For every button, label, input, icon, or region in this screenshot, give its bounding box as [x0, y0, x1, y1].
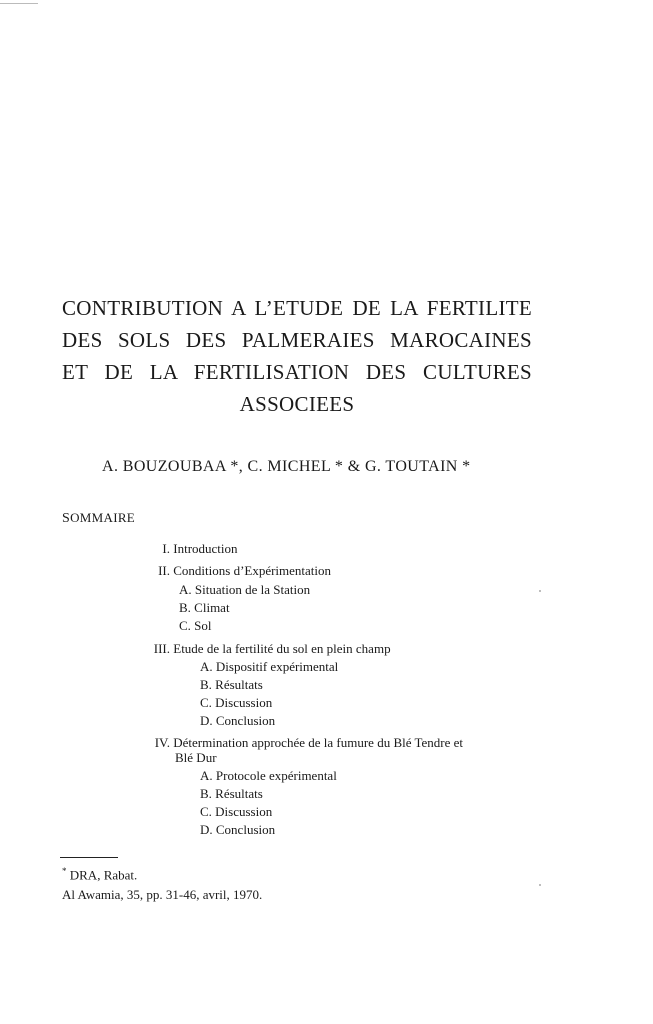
corner-rule — [0, 3, 38, 4]
toc-item-4d: D. Conclusion — [200, 822, 276, 837]
title-line-4: ASSOCIEES — [239, 392, 355, 416]
scan-speck — [539, 884, 541, 886]
author-line: A. BOUZOUBAA *, C. MICHEL * & G. TOUTAIN * — [102, 458, 471, 475]
sommaire-first-letter: S — [62, 511, 71, 526]
article-title — [62, 292, 532, 420]
toc-item-2a: A. Situation de la Station — [179, 582, 311, 597]
title-line-3: ET DE LA FERTILISATION DES CULTURES — [62, 360, 532, 384]
sommaire-rest: OMMAIRE — [70, 510, 136, 525]
toc-item-1-number: I. — [162, 541, 170, 556]
toc-item-2 — [150, 562, 331, 580]
toc-item-3 — [144, 640, 391, 658]
toc-item-1 — [150, 540, 238, 558]
title-line-2: DES SOLS DES PALMERAIES MAROCAINES — [62, 328, 532, 352]
title-line-1: CONTRIBUTION A L’ETUDE DE LA FERTILITE — [62, 296, 532, 320]
footnote-text: DRA, Rabat. — [69, 867, 138, 883]
footnote — [62, 866, 137, 883]
toc-item-3b: B. Résultats — [200, 677, 263, 692]
toc-item-4-text-cont: Blé Dur — [175, 750, 217, 765]
scan-speck — [539, 590, 541, 592]
toc-item-3a: A. Dispositif expérimental — [200, 659, 339, 674]
toc-item-3c: C. Discussion — [200, 695, 273, 710]
toc-item-2b: B. Climat — [179, 600, 230, 615]
toc-item-2c: C. Sol — [179, 618, 212, 633]
sommaire-heading — [62, 510, 135, 527]
toc-item-3-text: Etude de la fertilité du sol en plein champ — [173, 641, 391, 656]
toc-item-3d: D. Conclusion — [200, 713, 276, 728]
toc-item-4a: A. Protocole expérimental — [200, 768, 337, 783]
footnote-marker: * — [62, 866, 67, 876]
toc-item-3-number: III. — [153, 641, 170, 656]
toc-item-4-number: IV. — [154, 735, 170, 750]
toc-item-2-text: Conditions d’Expérimentation — [173, 563, 332, 578]
toc-item-2-number: II. — [158, 563, 170, 578]
toc-item-4-text: Détermination approchée de la fumure du Blé Tendre et — [173, 735, 464, 750]
footnote-rule — [60, 857, 118, 858]
toc-item-4c: C. Discussion — [200, 804, 273, 819]
toc-item-1-text: Introduction — [173, 541, 238, 556]
toc-item-4b: B. Résultats — [200, 786, 263, 801]
journal-citation: Al Awamia, 35, pp. 31-46, avril, 1970. — [62, 887, 263, 902]
